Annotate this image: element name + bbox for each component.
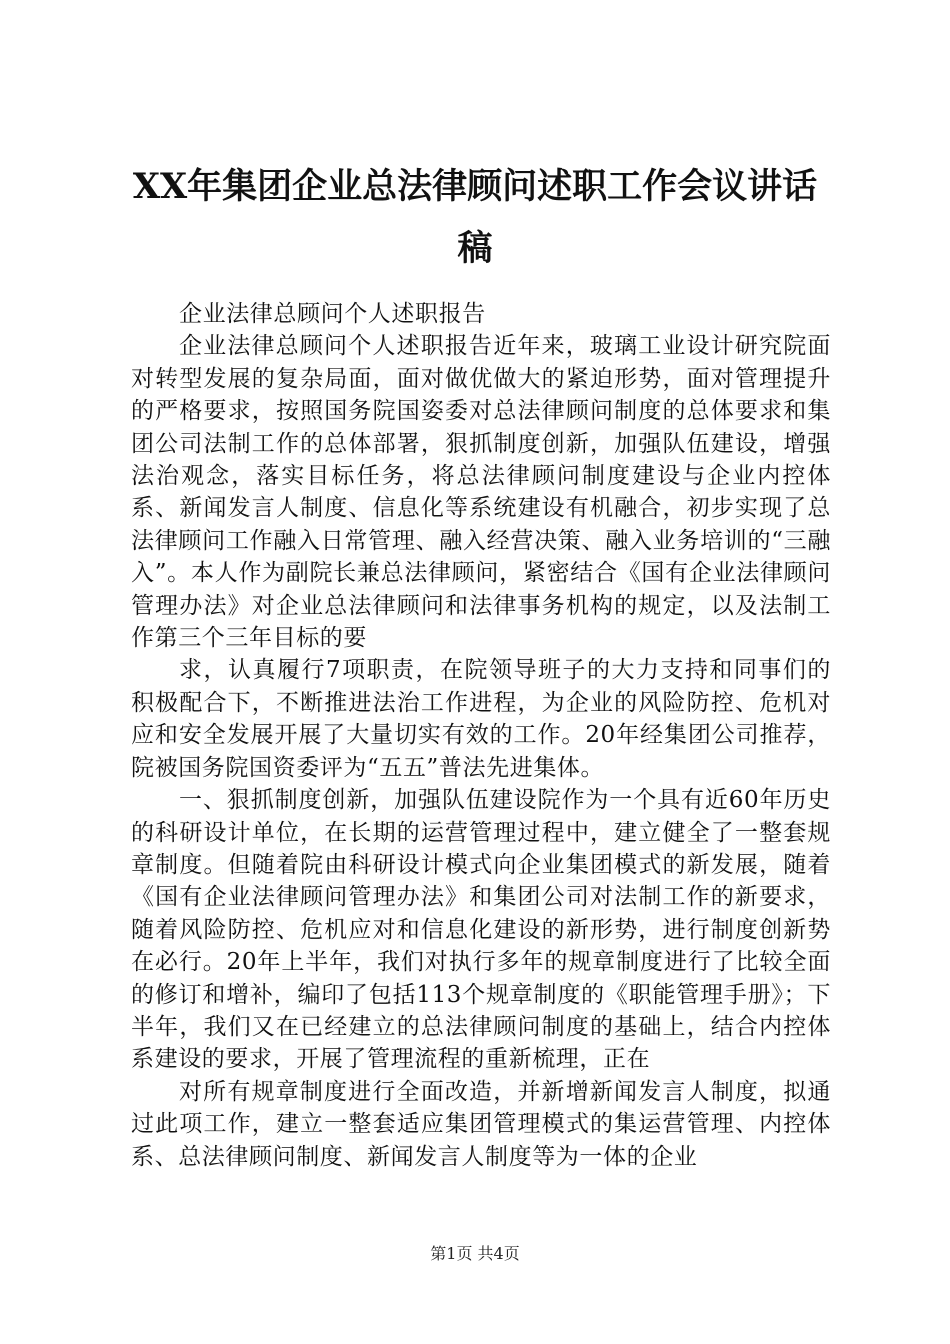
document-title: XX年集团企业总法律顾问述职工作会议讲话稿	[132, 166, 818, 269]
paragraph: 对所有规章制度进行全面改造，并新增新闻发言人制度，拟通过此项工作，建立一整套适应集团管理模式的集运营管理、内控体系、总法律顾问制度、新闻发言人制度等为一体的企业	[131, 1078, 831, 1170]
page-footer: 第1页 共4页	[430, 1244, 520, 1263]
paragraph: 企业法律总顾问个人述职报告近年来，玻璃工业设计研究院面对转型发展的复杂局面，面对做优做大的紧迫形势，面对管理提升的严格要求，按照国务院国姿委对总法律顾问制度的总体要求和集团公司法制工作的总体部署，狠抓制度创新，加强队伍建设，增强法治观念，落实目标任务，将总法律顾问制度建设与企业内控体系、新闻发言人制度、信息化等系统建设有机融合，初步实现了总法律顾问工作融入日常管理、融入经营决策、融入业务培训的“三融入”。本人作为副院长兼总法律顾问，紧密结合《国有企业法律顾问管理办法》对企业总法律顾问和法律事务机构的规定，以及法制工作第三个三年目标的要	[131, 333, 831, 652]
document-body	[131, 298, 831, 1173]
paragraph: 企业法律总顾问个人述职报告	[179, 301, 486, 327]
paragraph: 求，认真履行7项职责，在院领导班子的大力支持和同事们的积极配合下，不断推进法治工作进程，为企业的风险防控、危机对应和安全发展开展了大量切实有效的工作。20年经集团公司推荐，院被国务院国资委评为“五五”普法先进集体。	[131, 657, 831, 781]
paragraph: 一、狠抓制度创新，加强队伍建设院作为一个具有近60年历史的科研设计单位，在长期的运营管理过程中，建立健全了一整套规章制度。但随着院由科研设计模式向企业集团模式的新发展，随着《国有企业法律顾问管理办法》和集团公司对法制工作的新要求，随着风险防控、危机应对和信息化建设的新形势，进行制度创新势在必行。20年上半年，我们对执行多年的规章制度进行了比较全面的修订和增补，编印了包括113个规章制度的《职能管理手册》；下半年，我们又在已经建立的总法律顾问制度的基础上，结合内控体系建设的要求，开展了管理流程的重新梳理，正在	[131, 787, 831, 1073]
